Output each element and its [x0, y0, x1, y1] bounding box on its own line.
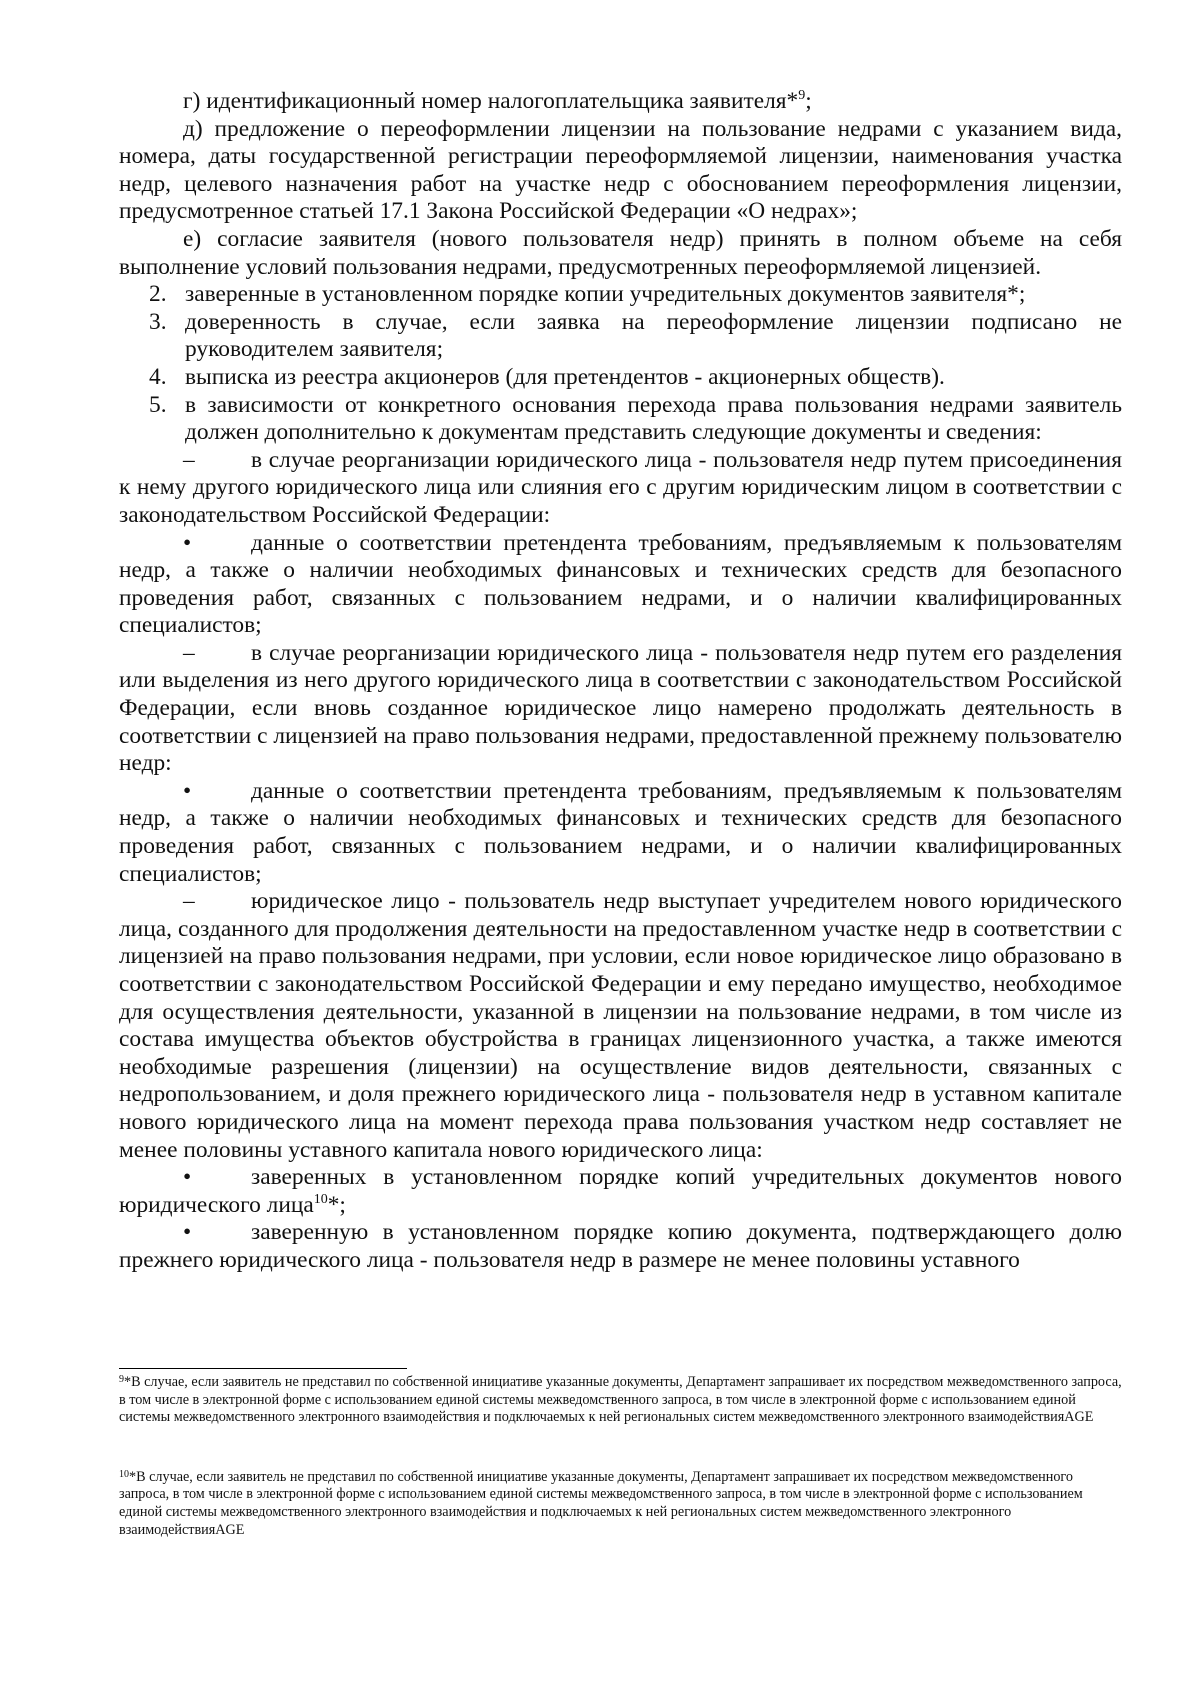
footnote-text: *В случае, если заявитель не представил по собственной инициативе указанные документы, Департамент запрашивает их посредством межведомственного запроса, в том числе в электронной форме с использованием единой системы межведомственного запроса, в том числе в электронной форме с использованием единой системы межведомственного электронного взаимодействия и подключаемых к ней региональных систем межведомственного электронного взаимодействияAGE	[119, 1374, 1122, 1426]
bullet-marker: •	[183, 529, 192, 556]
paragraph-d: д) предложение о переоформлении лицензии на пользование недрами с указанием вида, номера, даты государственной регистрации переоформляемой лицензии, наименования участка недр, целевого назначения работ на участке недр с обоснованием переоформления лицензии, предусмотренное статьей 17.1 Закона Российской Федерации «О недрах»;	[119, 115, 1122, 225]
dash-item-founder	[119, 888, 1122, 1164]
list-item-4	[119, 364, 1122, 392]
bullet-item-requirements-1	[119, 530, 1122, 640]
footnote-ref-9[interactable]: 9	[798, 88, 806, 103]
dash-item-division	[119, 640, 1122, 778]
bullet-item-founding-docs	[119, 1164, 1122, 1219]
bullet-item-text: данные о соответствии претендента требованиям, предъявляемым к пользователям недр, а также о наличии необходимых финансовых и технических средств для безопасного проведения работ, связанных с пользованием недрами, и о наличии квалифицированных специалистов;	[119, 777, 1122, 887]
list-number: 4.	[149, 363, 167, 390]
bullet-marker: •	[183, 1219, 192, 1246]
footnote-mark: 10	[119, 1468, 129, 1480]
list-item-text: доверенность в случае, если заявка на переоформление лицензии подписано не руководителем заявителя;	[185, 308, 1122, 363]
dash-item-text: в случае реорганизации юридического лица - пользователя недр путем его разделения или выделения из него другого юридического лица в соответствии с законодательством Российской Федерации, если вновь созданное юридическое лицо намерено продолжать деятельность в соответствии с лицензией на право пользования недрами, предоставленной прежнему пользователю недр:	[119, 639, 1122, 777]
dash-marker: –	[183, 888, 195, 915]
document-body	[119, 88, 1122, 1275]
list-item-2	[119, 281, 1122, 309]
footnote-text: *В случае, если заявитель не представил по собственной инициативе указанные документы, Департамент запрашивает их посредством межведомственного запроса, в том числе в электронной форме с использованием единой системы межведомственного запроса, в том числе в электронной форме с использованием единой системы межведомственного электронного взаимодействия и подключаемых к ней региональных систем межведомственного электронного взаимодействияAGE	[119, 1468, 1083, 1538]
footnote-ref-10[interactable]: 10	[313, 1191, 328, 1207]
footnote-mark: 9	[119, 1374, 124, 1385]
list-item-3	[119, 309, 1122, 364]
bullet-marker: •	[183, 777, 192, 804]
paragraph-g-end: ;	[805, 88, 812, 114]
bullet-item-share-doc	[119, 1219, 1122, 1274]
dash-item-text: юридическое лицо - пользователь недр выступает учредителем нового юридического лица, созданного для продолжения деятельности на предоставленном участке недр в соответствии с лицензией на право пользования недрами, при условии, если новое юридическое лицо образовано в соответствии с законодательством Российской Федерации и ему передано имущество, необходимое для осуществления деятельности, указанной в лицензии на пользование недрами, в том числе из состава имущества объектов обустройства в границах лицензионного участка, а также имеются необходимые разрешения (лицензии) на осуществление видов деятельности, связанных с недропользованием, и доля прежнего юридического лица - пользователя недр в уставном капитале нового юридического лица на момент перехода права пользования участком недр составляет не менее половины уставного капитала нового юридического лица:	[119, 888, 1122, 1163]
paragraph-g-text: г) идентификационный номер налогоплательщика заявителя*	[183, 88, 799, 114]
list-number: 3.	[149, 308, 167, 335]
footnote-9	[119, 1374, 1122, 1427]
dash-item-merger	[119, 447, 1122, 530]
bullet-item-end: *;	[327, 1191, 346, 1218]
footnote-10	[119, 1469, 1122, 1539]
bullet-item-text: заверенную в установленном порядке копию документа, подтверждающего долю прежнего юридического лица - пользователя недр в размере не менее половины уставного	[119, 1219, 1122, 1273]
dash-marker: –	[183, 639, 195, 666]
footnote-separator	[119, 1368, 407, 1369]
paragraph-e: е) согласие заявителя (нового пользователя недр) принять в полном объеме на себя выполнение условий пользования недрами, предусмотренных переоформляемой лицензией.	[119, 225, 1122, 280]
bullet-item-text: данные о соответствии претендента требованиям, предъявляемым к пользователям недр, а также о наличии необходимых финансовых и технических средств для безопасного проведения работ, связанных с пользованием недрами, и о наличии квалифицированных специалистов;	[119, 529, 1122, 639]
list-item-5	[119, 392, 1122, 447]
list-number: 5.	[149, 391, 167, 418]
list-item-text: заверенные в установленном порядке копии учредительных документов заявителя*;	[185, 281, 1026, 308]
bullet-item-requirements-2	[119, 778, 1122, 888]
bullet-marker: •	[183, 1164, 192, 1191]
list-item-text: выписка из реестра акционеров (для претендентов - акционерных обществ).	[185, 363, 945, 390]
paragraph-g	[119, 88, 1122, 116]
list-number: 2.	[149, 281, 167, 308]
footnotes	[119, 1374, 1122, 1539]
list-item-text: в зависимости от конкретного основания перехода права пользования недрами заявитель должен дополнительно к документам представить следующие документы и сведения:	[185, 391, 1122, 446]
dash-item-text: в случае реорганизации юридического лица - пользователя недр путем присоединения к нему другого юридического лица или слияния его с другим юридическим лицом в соответствии с законодательством Российской Федерации:	[119, 446, 1122, 528]
bullet-item-text: заверенных в установленном порядке копий учредительных документов нового юридического лица	[119, 1164, 1122, 1218]
dash-marker: –	[183, 446, 195, 473]
